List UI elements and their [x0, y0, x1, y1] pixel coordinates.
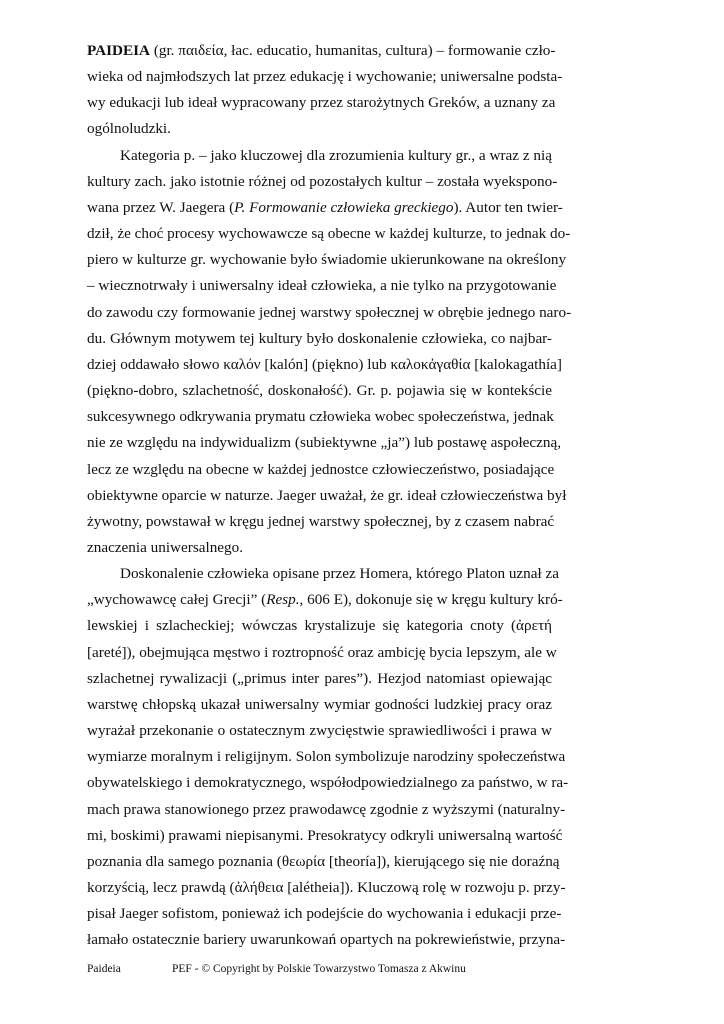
text-line	[87, 901, 562, 927]
text-run: mach prawa stanowionego przez prawodawcę zgodnie z wyższymi (naturalny-	[87, 800, 566, 818]
text-line	[87, 535, 552, 561]
text-run: (piękno-dobro, szlachetność, doskonałość). Gr. p. pojawia się w kontekście	[87, 382, 552, 400]
text-run: wieka od najmłodszych lat przez edukację i wychowanie; uniwersalne podsta-	[87, 68, 563, 86]
paragraph	[87, 38, 563, 143]
text-line	[87, 666, 552, 692]
text-run: du. Głównym motywem tej kultury było doskonalenie człowieka, co najbar-	[87, 329, 552, 347]
text-run: [areté]), obejmująca męstwo i roztropność oraz ambicję bycia lepszym, ale w	[87, 643, 557, 661]
text-line	[87, 770, 569, 796]
text-line	[87, 404, 552, 430]
text-line	[87, 640, 557, 666]
paragraph	[87, 143, 572, 562]
text-run: wana przez W. Jaegera (	[87, 198, 235, 216]
text-run: żywotny, powstawał w kręgu jednej warstwy społecznej, by z czasem nabrać	[87, 512, 555, 530]
text-run: szlachetnej rywalizacji („primus inter pares”). Hezjod natomiast opiewając	[87, 669, 552, 687]
text-line	[87, 116, 552, 142]
text-run: dził, że choć procesy wychowawcze są obecne w każdej kulturze, to jednak do-	[87, 225, 571, 243]
footer-copyright: PEF - © Copyright by Polskie Towarzystwo Tomasza z Akwinu	[172, 963, 466, 975]
text-line	[87, 326, 552, 352]
text-run: lewskiej i szlacheckiej; wówczas krystalizuje się kategoria cnoty (ἀρετή	[87, 617, 552, 635]
article-body	[87, 38, 572, 953]
text-line	[87, 195, 563, 221]
text-run: znaczenia uniwersalnego.	[87, 538, 244, 556]
text-line	[87, 823, 563, 849]
text-line	[87, 797, 566, 823]
text-run: wy edukacji lub ideał wypracowany przez starożytnych Greków, a uznany za	[87, 94, 556, 112]
text-run: poznania dla samego poznania (θεωρία [theoría]), kierującego się nie doraźną	[87, 852, 560, 870]
text-run: wyrażał przekonanie o ostatecznym zwycięstwie sprawiedliwości i prawa w	[87, 722, 552, 740]
text-run: „wychowawcę całej Grecji” (	[87, 591, 267, 609]
text-run: Doskonalenie człowieka opisane przez Homera, którego Platon uznał za	[120, 565, 559, 583]
text-run: korzyścią, lecz prawdą (ἀλήθεια [alétheia]). Kluczową rolę w rozwoju p. przy-	[87, 879, 566, 896]
text-run: kultury zach. jako istotnie różnej od pozostałych kultur – została wyekspono-	[87, 172, 558, 190]
text-line	[87, 273, 557, 299]
text-line	[87, 247, 567, 273]
italic-text: P. Formowanie człowieka greckiego	[234, 198, 454, 216]
text-line	[87, 352, 562, 378]
text-run: wymiarze moralnym i religijnym. Solon symbolizuje narodziny społeczeństwa	[87, 748, 566, 766]
text-line	[87, 430, 562, 456]
text-run: , 606 E), dokonuje się w kręgu kultury kró-	[299, 591, 563, 609]
text-line	[87, 875, 566, 901]
text-run: piero w kulturze gr. wychowanie było świadomie ukierunkowane na określony	[87, 251, 567, 269]
text-line	[87, 692, 552, 718]
text-run: ogólnoludzki.	[87, 120, 171, 138]
footer-title: Paideia	[87, 963, 121, 975]
text-line	[87, 169, 558, 195]
text-run: dziej oddawało słowo καλόν [kalón] (piękno) lub καλοκἀγαθία [kalokagathía]	[87, 355, 562, 373]
text-run: – wiecznotrwały i uniwersalny ideał człowieka, a nie tylko na przygotowanie	[87, 277, 557, 295]
text-run: łamało ostatecznie bariery uwarunkowań opartych na pokrewieństwie, przyna-	[87, 931, 566, 949]
text-run: mi, boskimi) prawami niepisanymi. Presokratycy odkryli uniwersalną wartość	[87, 826, 563, 844]
text-line	[87, 849, 560, 875]
text-line	[87, 927, 566, 953]
text-run: ). Autor ten twier-	[453, 198, 563, 216]
text-line	[87, 38, 556, 64]
entry-headword: PAIDEIA	[87, 42, 151, 59]
text-line	[87, 561, 559, 587]
text-run: obywatelskiego i demokratycznego, współodpowiedzialnego za państwo, w ra-	[87, 774, 569, 792]
text-run: sukcesywnego odkrywania prymatu człowieka wobec społeczeństwa, jednak	[87, 408, 554, 426]
text-line	[87, 509, 555, 535]
text-run: lecz ze względu na obecne w każdej jednostce człowieczeństwo, posiadające	[87, 460, 555, 478]
text-line	[87, 221, 571, 247]
text-line	[87, 587, 563, 613]
text-line	[87, 613, 552, 639]
text-line	[87, 483, 567, 509]
text-run: pisał Jaeger sofistom, ponieważ ich podejście do wychowania i edukacji prze-	[87, 905, 562, 923]
text-run: do zawodu czy formowanie jednej warstwy społecznej w obrębie jednego naro-	[87, 303, 572, 321]
text-line	[87, 143, 552, 169]
text-run: warstwę chłopską ukazał uniwersalny wymiar godności ludzkiej pracy oraz	[87, 695, 552, 713]
text-line	[87, 378, 552, 404]
italic-text: Resp.	[266, 591, 300, 609]
text-run: obiektywne oparcie w naturze. Jaeger uważał, że gr. ideał człowieczeństwa był	[87, 486, 567, 504]
text-line	[87, 457, 555, 483]
text-run: nie ze względu na indywidualizm (subiektywne „ja”) lub postawę aspołeczną,	[87, 434, 562, 452]
text-line	[87, 64, 563, 90]
text-line	[87, 90, 556, 116]
paragraph	[87, 561, 569, 953]
text-line	[87, 718, 552, 744]
text-line	[87, 300, 572, 326]
text-run: (gr. παιδεία, łac. educatio, humanitas, cultura) – formowanie czło-	[150, 42, 556, 59]
text-line	[87, 744, 566, 770]
text-run: Kategoria p. – jako kluczowej dla zrozumienia kultury gr., a wraz z nią	[120, 146, 552, 164]
